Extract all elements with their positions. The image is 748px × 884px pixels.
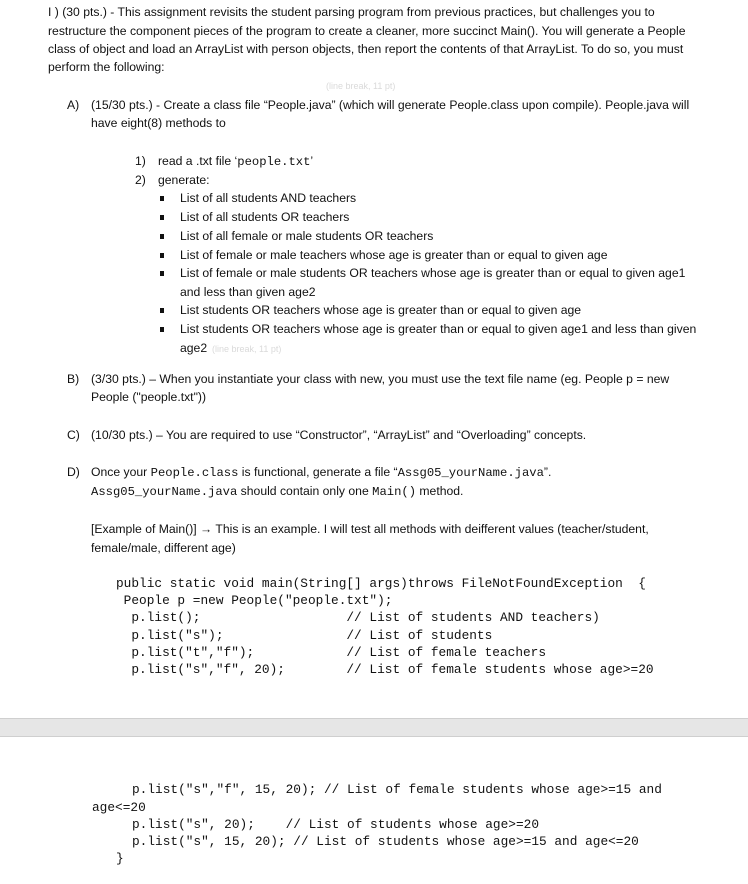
part-a-marker: A) <box>67 98 80 112</box>
code-closing-brace: } <box>116 851 124 866</box>
code-line-5: p.list("t","f"); // List of female teachers <box>116 645 547 660</box>
bullet-item-2: List of all students OR teachers <box>180 210 350 224</box>
faint-line-break-2: (line break, 11 pt) <box>212 344 282 354</box>
bullet-icon <box>160 215 164 220</box>
intro-line-3: class of object and load an ArrayList with person objects, then report the contents of that ArrayList. To do so, you must <box>48 42 684 56</box>
bullet-icon <box>160 196 164 201</box>
bullet-item-5-continued: and less than given age2 <box>180 285 316 299</box>
code-line-9: p.list("s", 15, 20); // List of students whose age>=15 and age<=20 <box>132 834 639 849</box>
step-2-number: 2) <box>135 173 146 187</box>
part-a-line-1: (15/30 pts.) - Create a class file “People.java” (which will generate People.class upon compile). People.java will <box>91 98 690 112</box>
part-d-line-2: Assg05_yourName.java should contain only one Main() method. <box>91 484 464 499</box>
bullet-item-3: List of all female or male students OR teachers <box>180 229 434 243</box>
code-line-2: People p =new People("people.txt"); <box>116 593 393 608</box>
code-line-7: p.list("s","f", 15, 20); // List of female students whose age>=15 and <box>132 782 662 797</box>
example-line-1: [Example of Main()] → This is an example. I will test all methods with deifferent values (teacher/student, <box>91 522 649 536</box>
code-line-8: p.list("s", 20); // List of students whose age>=20 <box>132 817 540 832</box>
bullet-icon <box>160 271 164 276</box>
bullet-icon <box>160 308 164 313</box>
code-line-3: p.list(); // List of students AND teachers) <box>116 610 600 625</box>
step-1-text: read a .txt file ‘people.txt’ <box>158 154 314 169</box>
bullet-item-5: List of female or male students OR teachers whose age is greater than or equal to given age1 <box>180 266 686 280</box>
part-b-marker: B) <box>67 372 80 386</box>
bullet-icon <box>160 253 164 258</box>
bullet-item-7-continued: age2 <box>180 341 208 355</box>
part-a-line-2: have eight(8) methods to <box>91 116 226 130</box>
step-1-number: 1) <box>135 154 146 168</box>
code-line-4: p.list("s"); // List of students <box>116 628 493 643</box>
intro-line-4: perform the following: <box>48 60 165 74</box>
bullet-item-6: List students OR teachers whose age is greater than or equal to given age <box>180 303 582 317</box>
intro-line-1: I ) (30 pts.) - This assignment revisits the student parsing program from previous practices, but challenges you to <box>48 5 655 19</box>
part-b-line-2: People ("people.txt")) <box>91 390 207 404</box>
faint-line-break-1: (line break, 11 pt) <box>326 81 396 91</box>
bullet-icon <box>160 327 164 332</box>
example-line-2: female/male, different age) <box>91 541 236 555</box>
code-line-1: public static void main(String[] args)throws FileNotFoundException { <box>116 576 646 591</box>
step-2-text: generate: <box>158 173 210 187</box>
part-c-line-1: (10/30 pts.) – You are required to use “Constructor”, “ArrayList” and “Overloading” concepts. <box>91 428 587 442</box>
bullet-icon <box>160 234 164 239</box>
bullet-item-1: List of all students AND teachers <box>180 191 357 205</box>
document-page-2 <box>0 736 748 884</box>
part-c-marker: C) <box>67 428 80 442</box>
code-line-7-continued: age<=20 <box>92 800 146 815</box>
part-d-line-1: Once your People.class is functional, generate a file “Assg05_yourName.java”. <box>91 465 552 480</box>
intro-line-2: restructure the component pieces of the program to create a cleaner, more succinct Main(). You will generate a People <box>48 24 686 38</box>
part-d-marker: D) <box>67 465 80 479</box>
part-b-line-1: (3/30 pts.) – When you instantiate your class with new, you must use the text file name (eg. People p = new <box>91 372 670 386</box>
code-line-6: p.list("s","f", 20); // List of female students whose age>=20 <box>116 662 654 677</box>
bullet-item-7: List students OR teachers whose age is greater than or equal to given age1 and less than given <box>180 322 697 336</box>
bullet-item-4: List of female or male teachers whose age is greater than or equal to given age <box>180 248 608 262</box>
